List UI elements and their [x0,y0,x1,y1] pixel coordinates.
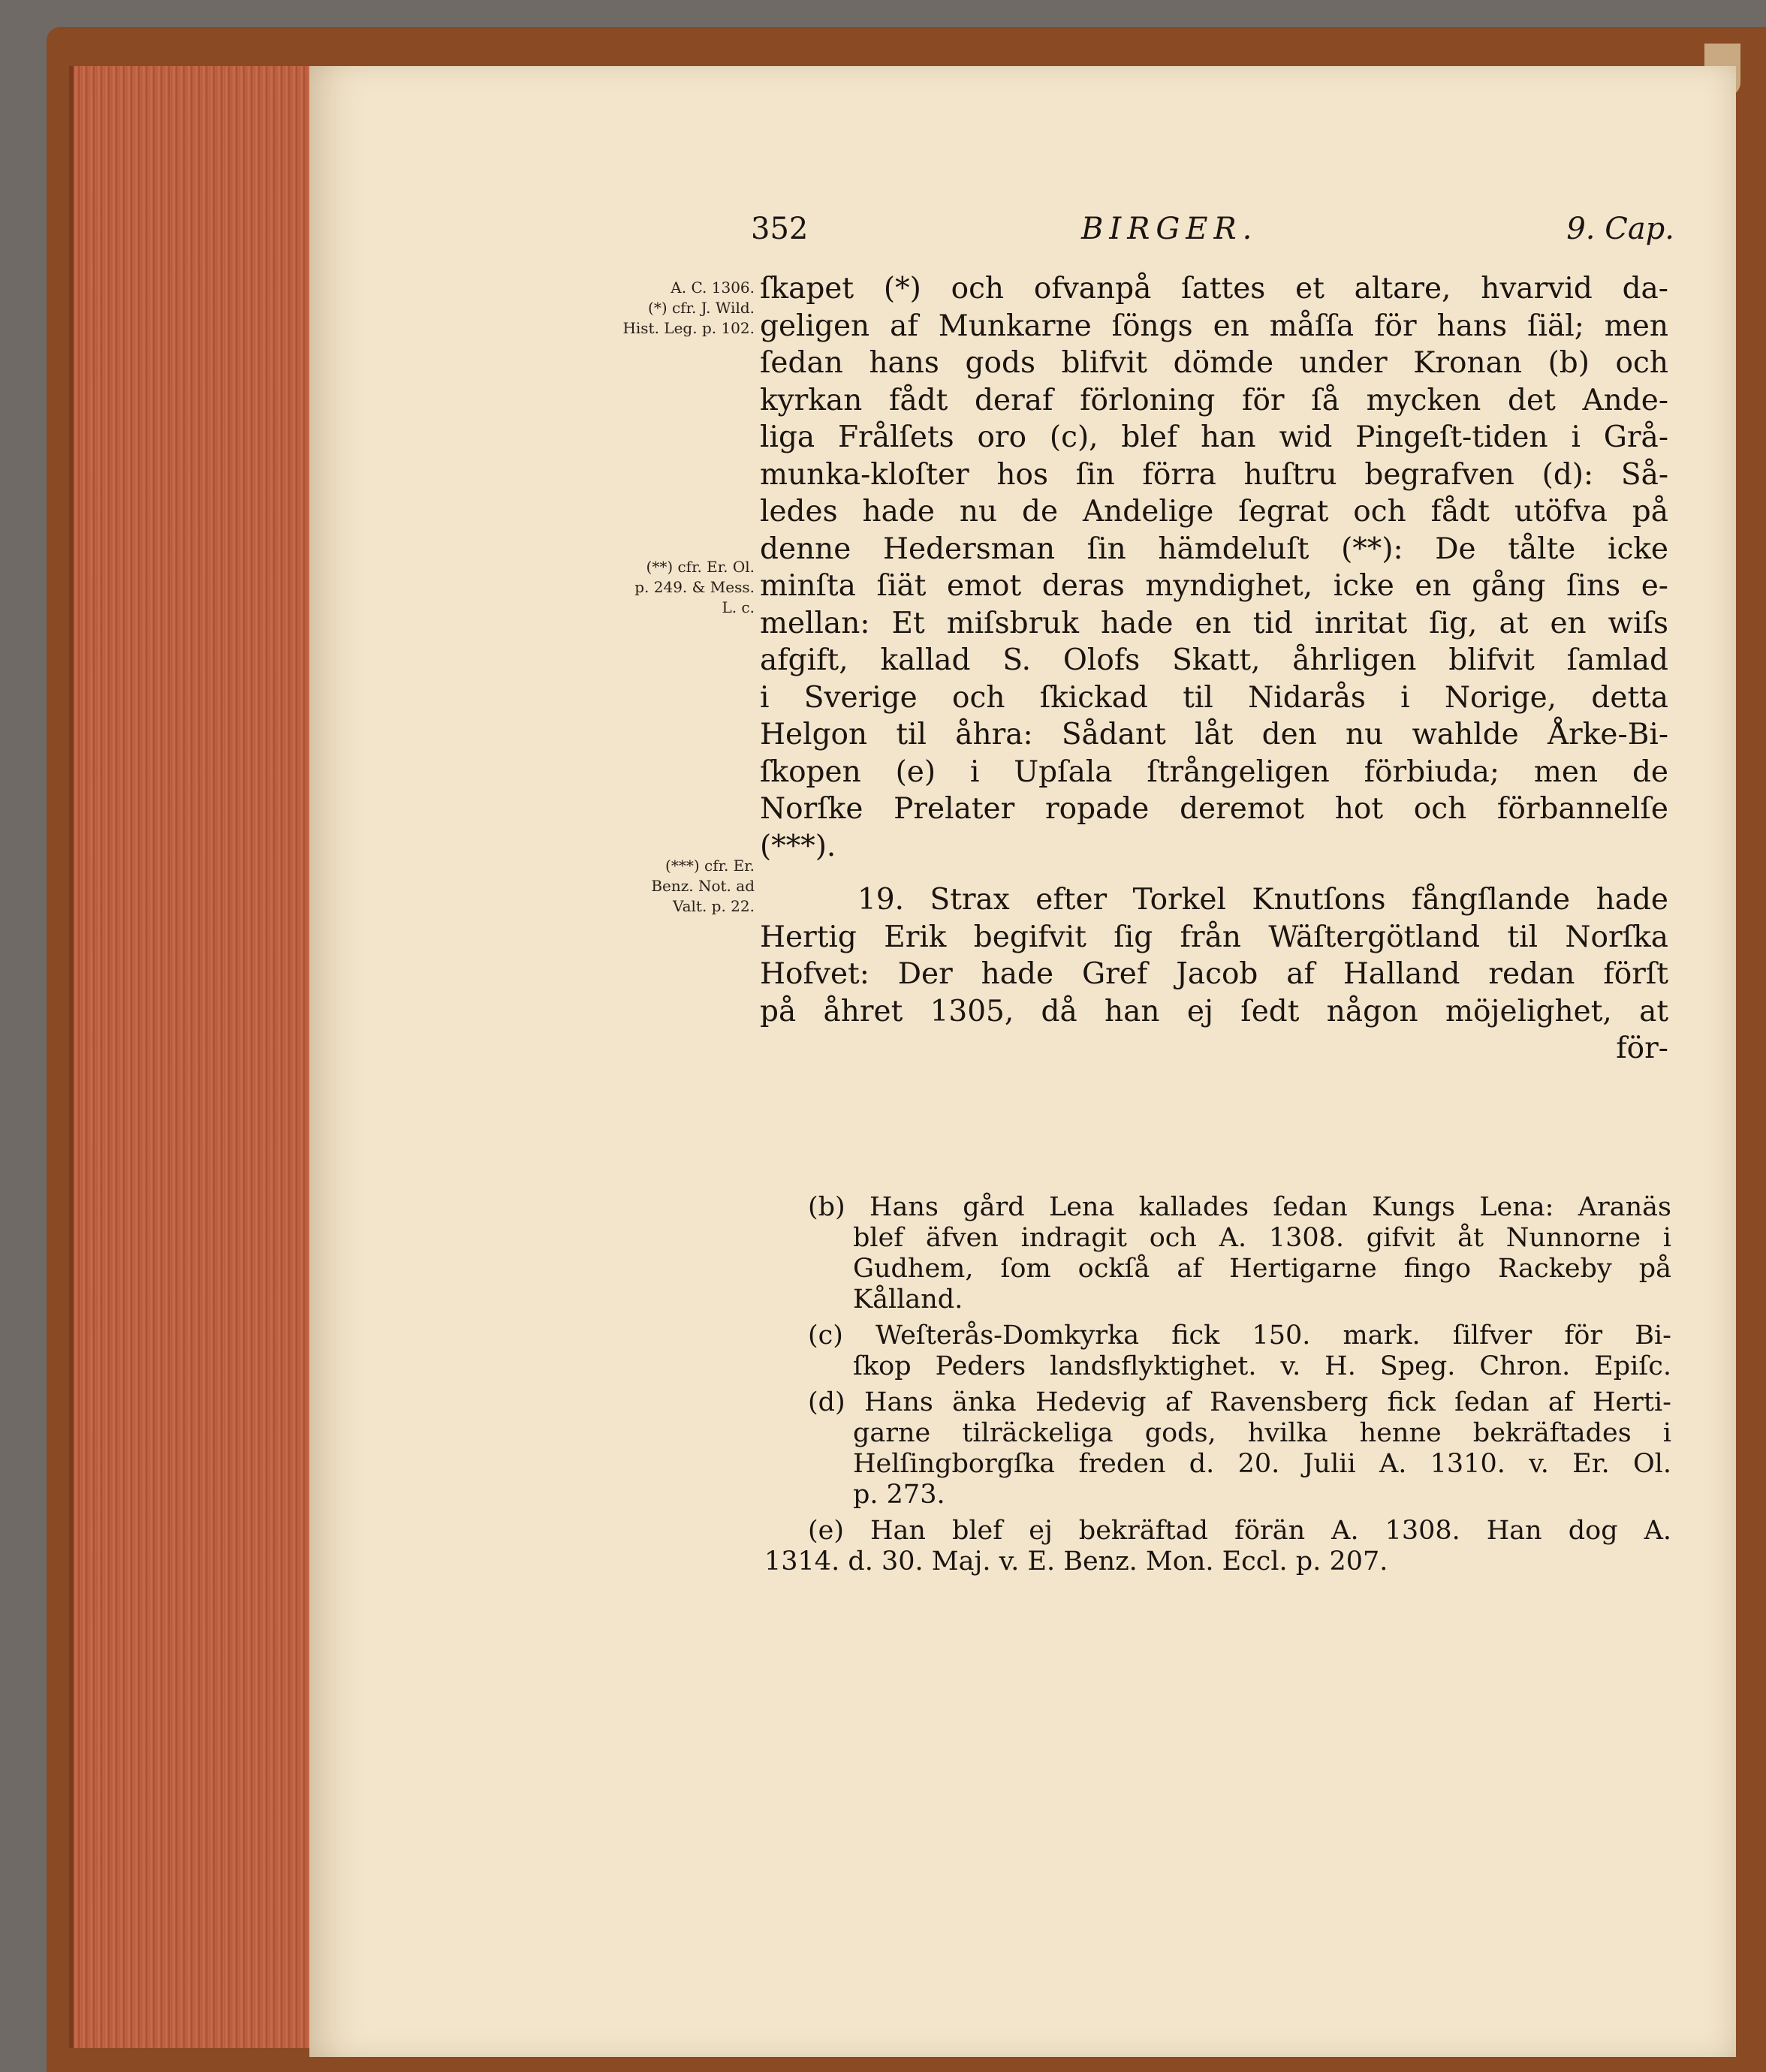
text-line: kyrkan fådt deraf förloning för ſå mycken det Ande- [760,383,1668,417]
text-line: Hertig Erik begifvit ſig från Wäſtergötland til Norſka [760,920,1668,954]
page-number: 352 [751,212,809,246]
text-line: geligen af Munkarne ſöngs en måſſa för hans ſiäl; men [760,309,1668,343]
text-line: i Sverige och ſkickad til Nidarås i Norige, detta [760,680,1668,715]
footnote-e: (e) Han blef ej bekräftad förän A. 1308. Han dog A. 1314. d. 30. Maj. v. E. Benz. Mon. Eccl. p. 207. [764,1516,1671,1577]
footnotes [764,1192,1671,1583]
text-line: (***). [760,829,836,863]
running-title: BIRGER. [1081,212,1258,246]
text-line: mellan: Et miſsbruk hade en tid inritat ſig, at en wiſs [760,606,1668,640]
margin-note: (***) cfr. Er. Benz. Not. ad Valt. p. 22. [651,857,755,915]
text-line: ledes hade nu de Andelige ſegrat och fådt utöfva på [760,495,1668,529]
page-edges [69,66,314,2048]
text-line: liga Frålſets oro (c), blef han wid Pingeſt-tiden i Grå- [760,420,1668,454]
chapter-label: 9. Cap. [1566,212,1674,246]
text-line: munka-kloſter hos ſin förra huſtru begrafven (d): Så- [760,457,1668,492]
text-line: 19. Strax efter Torkel Knutſons fångſlande hade [857,883,1668,917]
text-line: Hofvet: Der hade Gref Jacob af Halland redan förſt [760,957,1668,991]
text-line: Norſke Prelater ropade deremot hot och förbannelſe [760,792,1668,826]
footnote-d: (d) Hans änka Hedevig af Ravensberg fick ſedan af Herti- garne tilräckeliga gods, hvilka henne bekräftades i Helſingborgſka freden d. 20. Julii A. 1310. v. Er. Ol. p. 273. [808,1387,1671,1510]
paragraph-19 [760,881,1668,1068]
text-line: på åhret 1305, då han ej ſedt någon möjelighet, at [760,994,1668,1028]
text-line: ſkapet (*) och ofvanpå ſattes et altare, hvarvid da- [760,272,1668,306]
text-line: minſta ſiät emot deras myndighet, icke en gång ſins e- [760,569,1668,603]
catchword: för- [1616,1031,1668,1065]
text-line: afgift, kallad S. Olofs Skatt, åhrligen blifvit ſamlad [760,643,1668,677]
text-line: ſkopen (e) i Upſala ſtrångeligen förbiuda; men de [760,754,1668,789]
footnote-c: (c) Weſterås-Domkyrka fick 150. mark. ſilfver för Bi- ſkop Peders landsflyktighet. v. H. Speg. Chron. Epiſc. [808,1321,1671,1381]
text-line: ſedan hans gods blifvit dömde under Kronan (b) och [760,346,1668,380]
footnote-b: (b) Hans gård Lena kallades ſedan Kungs Lena: Aranäs blef äfven indragit och A. 1308. gifvit åt Nunnorne i Gudhem, ſom ockſå af Hertigarne fingo Rackeby på Kålland. [808,1192,1671,1315]
text-line: Helgon til åhra: Sådant låt den nu wahlde Årke-Bi- [760,718,1668,751]
margin-note: (**) cfr. Er. Ol. p. 249. & Mess. L. c. [634,558,755,616]
margin-note: A. C. 1306. (*) cfr. J. Wild. Hist. Leg. p. 102. [622,279,755,337]
text-line: denne Hedersman ſin hämdeluſt (**): De tålte icke [760,532,1668,566]
main-text [760,270,1668,1068]
running-header [751,212,1674,257]
